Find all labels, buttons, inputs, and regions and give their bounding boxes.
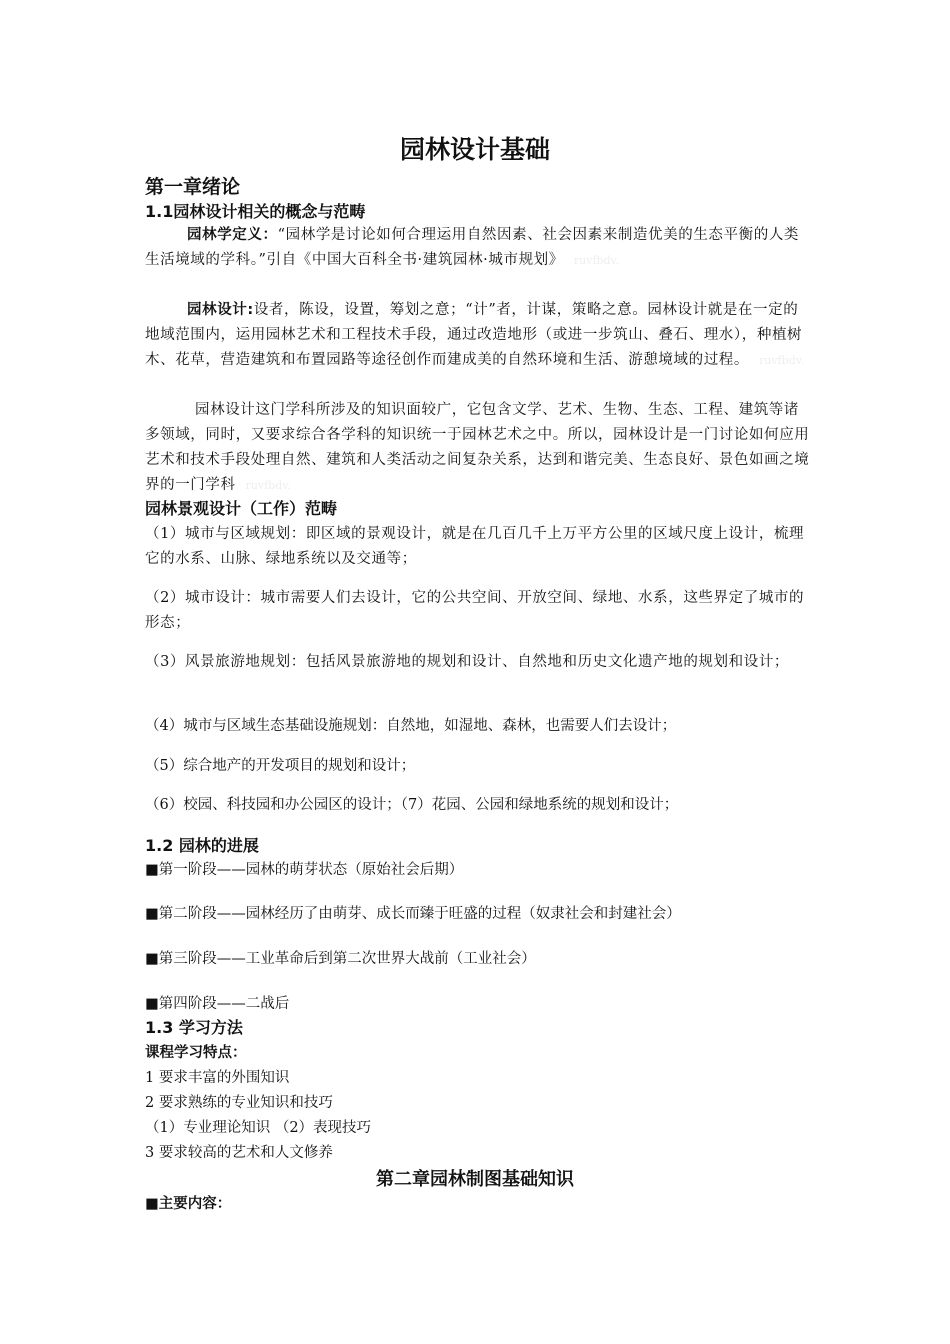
watermark: ruvfbdv. bbox=[759, 354, 805, 367]
stage-item: ■第三阶段——工业革命后到第二次世界大战前（工业社会） bbox=[145, 951, 536, 967]
scope-item: （5）综合地产的开发项目的规划和设计； bbox=[145, 758, 416, 774]
scope-item: （4）城市与区域生态基础设施规划：自然地，如湿地、森林，也需要人们去设计； bbox=[145, 718, 677, 734]
chapter-2-title: 第二章园林制图基础知识 bbox=[376, 1169, 574, 1190]
study-item: （1）专业理论知识 （2）表现技巧 bbox=[145, 1120, 372, 1136]
stage-item: ■第一阶段——园林的萌芽状态（原始社会后期） bbox=[145, 862, 464, 878]
definition-label: 园林学定义： bbox=[187, 227, 278, 243]
section-1-3-title: 1.3 学习方法 bbox=[145, 1018, 243, 1037]
stage-item: ■第二阶段——园林经历了由萌芽、成长而臻于旺盛的过程（奴隶社会和封建社会） bbox=[145, 906, 681, 922]
study-item: 3 要求较高的艺术和人文修养 bbox=[145, 1145, 333, 1161]
study-features-label: 课程学习特点： bbox=[145, 1045, 247, 1061]
design-text: 设者，陈设，设置，筹划之意；“计”者，计谋，策略之意。园林设计就是在一定的地域范围内，运用园林艺术和工程技术手段，通过改造地形（或进一步筑山、叠石、理水），种植树木、花草，营造建筑和布置园路等途径创作而建成美的自然环境和生活、游憩境域的过程。 bbox=[145, 302, 803, 368]
chapter-1-title: 第一章绪论 bbox=[145, 176, 241, 198]
watermark: ruvfbdv. bbox=[573, 254, 620, 267]
definition-text: “园林学是讨论如何合理运用自然因素、社会因素来制造优美的生态平衡的人类生活境域的学科。”引自《中国大百科全书·建筑园林·城市规划》 bbox=[145, 227, 800, 268]
study-item: 2 要求熟练的专业知识和技巧 bbox=[145, 1095, 333, 1111]
scope-item: （3）风景旅游地规划：包括风景旅游地的规划和设计、自然地和历史文化遗产地的规划和设计； bbox=[145, 654, 790, 670]
document-title: 园林设计基础 bbox=[399, 135, 550, 164]
scope-item: （6）校园、科技园和办公园区的设计；（7）花园、公园和绿地系统的规划和设计； bbox=[145, 797, 679, 813]
design-label: 园林设计: bbox=[187, 302, 254, 318]
stage-item: ■第四阶段——二战后 bbox=[145, 996, 290, 1012]
scope-text: 园林设计这门学科所涉及的知识面较广，它包含文学、艺术、生物、生态、工程、建筑等诸多领域，同时，又要求综合各学科的知识统一于园林艺术之中。所以，园林设计是一门讨论如何应用艺术和技术手段处理自然、建筑和人类活动之间复杂关系，达到和谐完美、生态良好、景色如画之境界的一门学科 bbox=[145, 402, 810, 493]
definition-paragraph bbox=[145, 223, 810, 273]
section-1-1-title: 1.1园林设计相关的概念与范畴 bbox=[145, 202, 366, 221]
scope-item: （2）城市设计：城市需要人们去设计，它的公共空间、开放空间、绿地、水系，这些界定了城市的形态； bbox=[145, 590, 805, 631]
scope-paragraph bbox=[145, 398, 810, 498]
scope-item: （1）城市与区域规划：即区域的景观设计，就是在几百几千上万平方公里的区域尺度上设计，梳理它的水系、山脉、绿地系统以及交通等； bbox=[145, 526, 805, 567]
watermark: ruvfbdv. bbox=[245, 479, 291, 492]
section-1-2-title: 1.2 园林的进展 bbox=[145, 836, 259, 855]
scope-title: 园林景观设计（工作）范畴 bbox=[145, 499, 338, 518]
main-content-label: ■主要内容： bbox=[145, 1196, 232, 1212]
study-item: 1 要求丰富的外围知识 bbox=[145, 1070, 290, 1086]
design-paragraph bbox=[145, 298, 810, 373]
